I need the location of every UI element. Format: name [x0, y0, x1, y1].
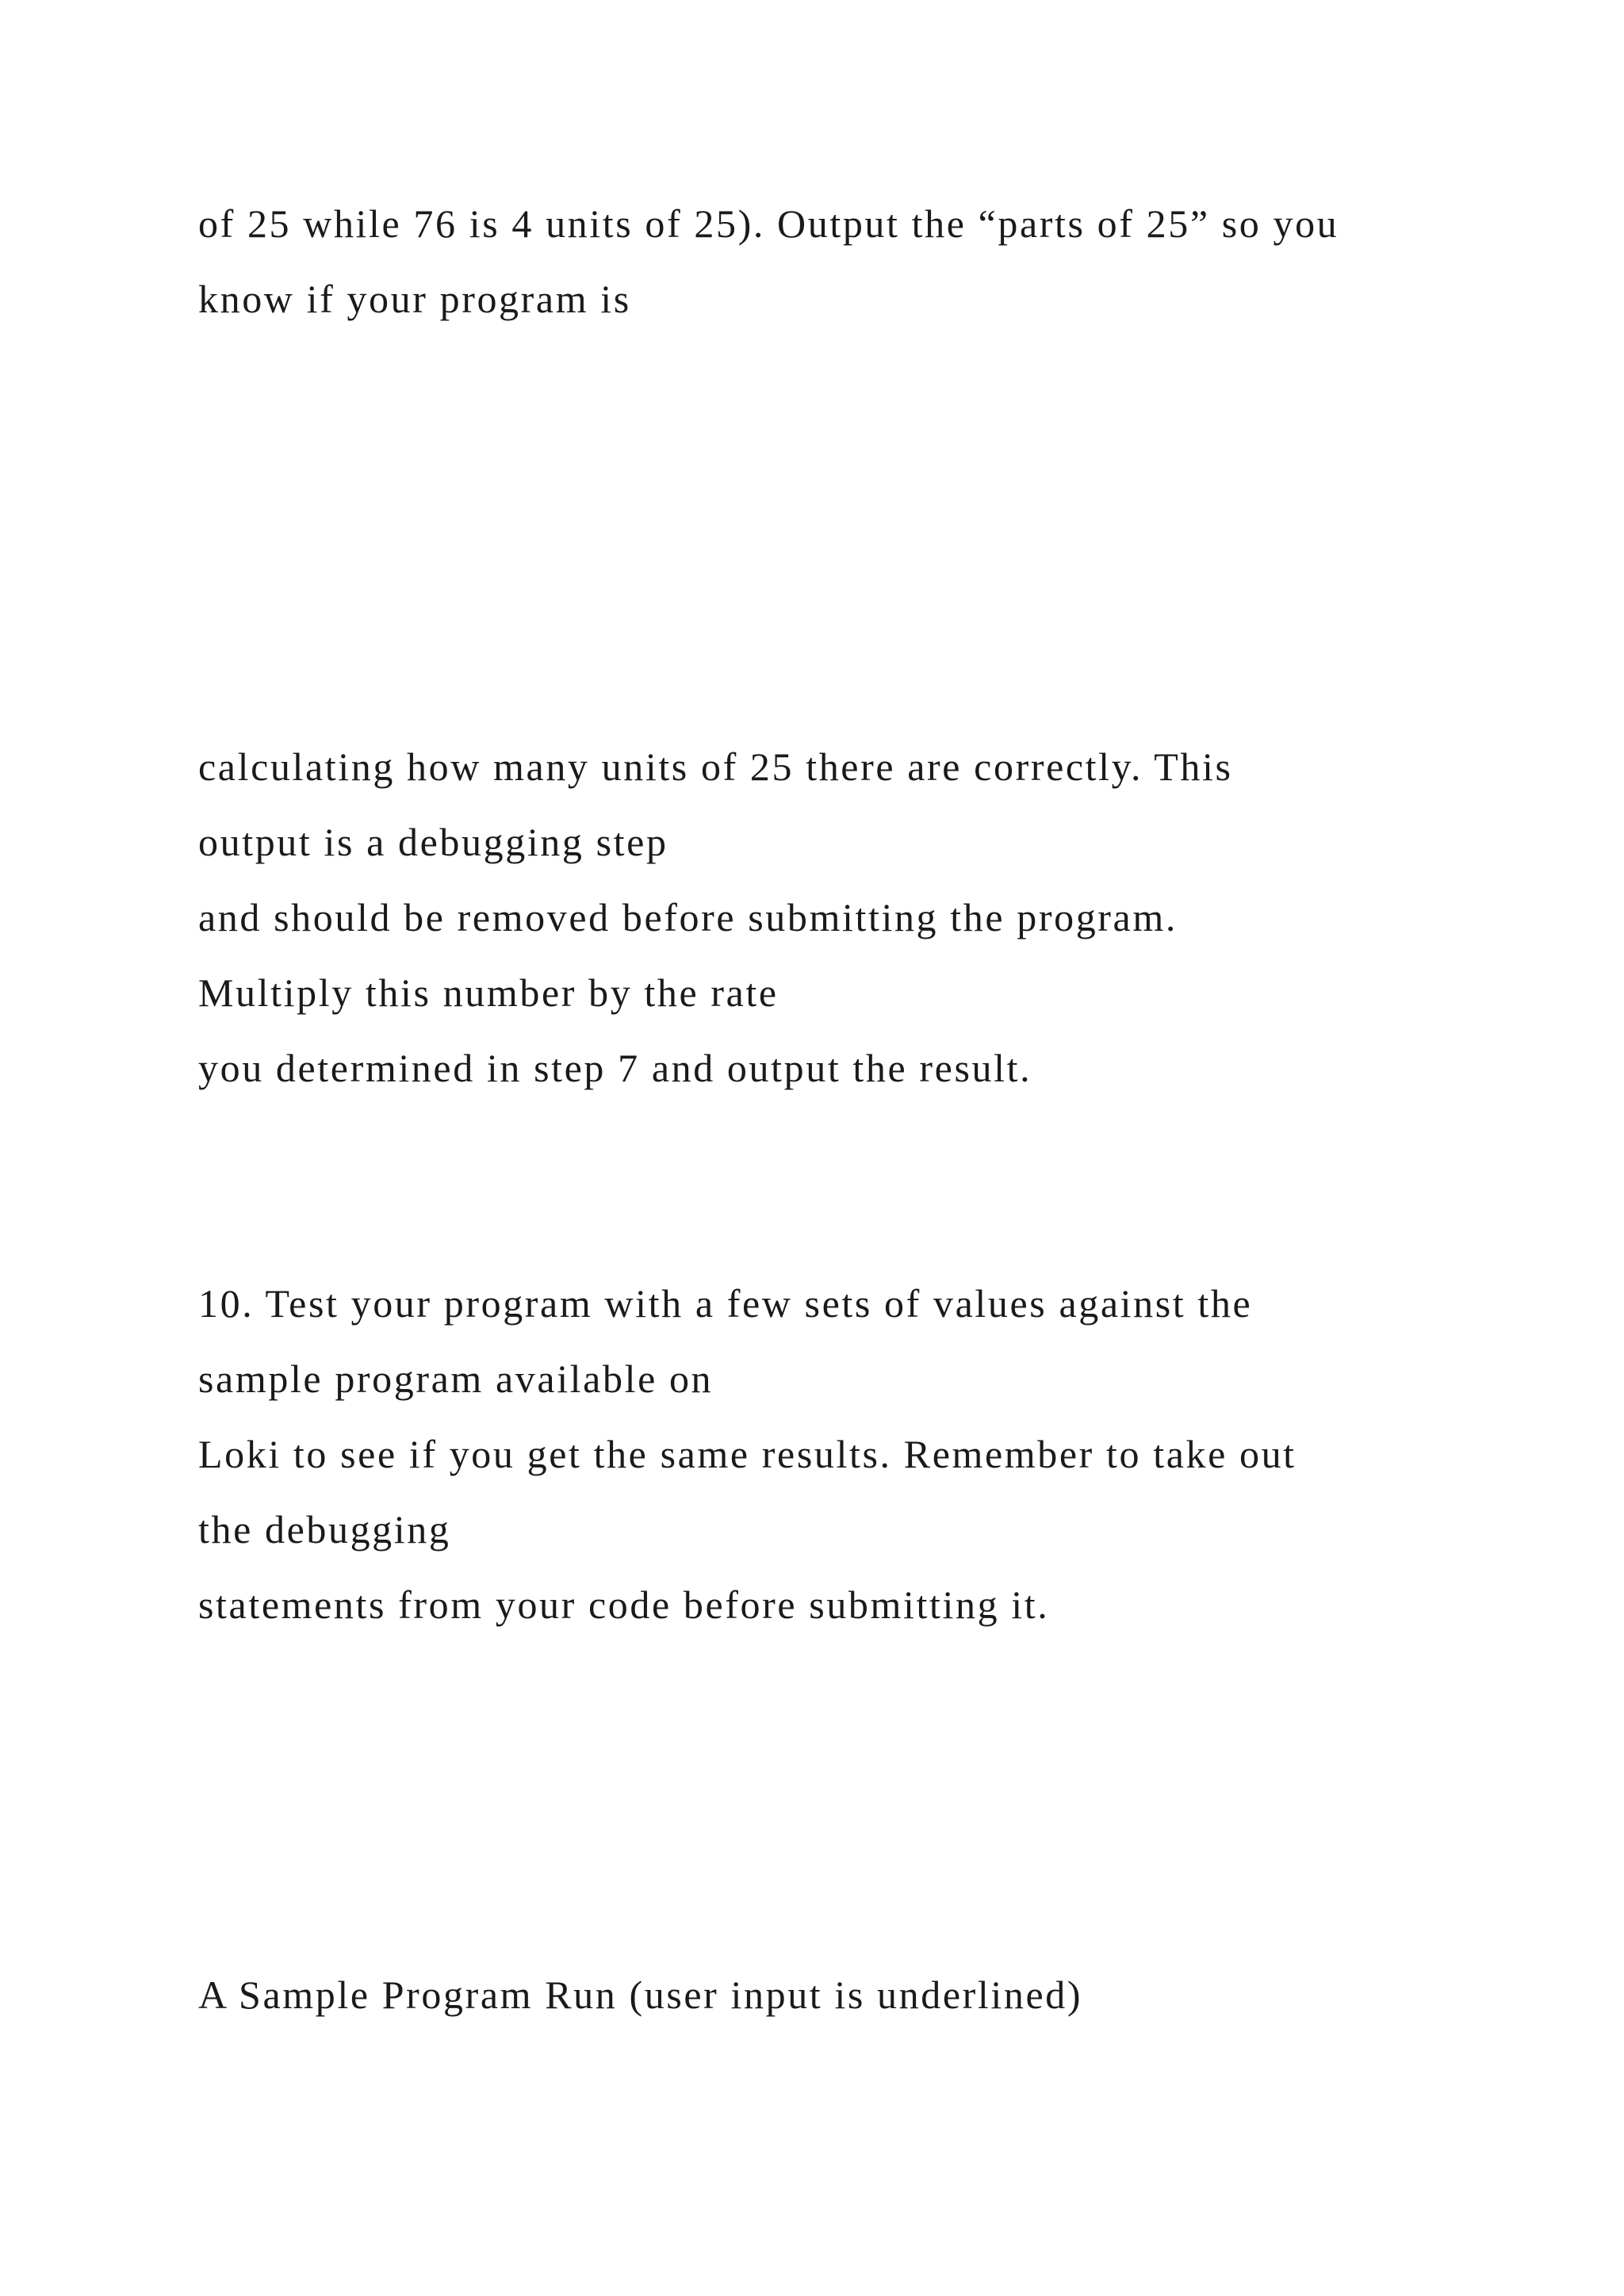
- paragraph-1-line-2: know if your program is: [198, 277, 631, 321]
- paragraph-2-line-5: you determined in step 7 and output the result.: [198, 1046, 1032, 1090]
- paragraph-2-line-1: calculating how many units of 25 there are correctly. This: [198, 744, 1233, 789]
- paragraph-1-line-1: of 25 while 76 is 4 units of 25). Output the “parts of 25” so you: [198, 201, 1339, 246]
- paragraph-3-line-4: the debugging: [198, 1507, 451, 1552]
- paragraph-2-line-2: output is a debugging step: [198, 820, 668, 864]
- paragraph-3-line-3: Loki to see if you get the same results. Remember to take out: [198, 1432, 1297, 1476]
- paragraph-3-line-1: 10. Test your program with a few sets of values against the: [198, 1281, 1253, 1326]
- paragraph-3-line-5: statements from your code before submitting it.: [198, 1582, 1050, 1627]
- paragraph-4-line-1: A Sample Program Run (user input is underlined): [198, 1973, 1083, 2017]
- paragraph-2-line-4: Multiply this number by the rate: [198, 970, 779, 1015]
- paragraph-3-line-2: sample program available on: [198, 1357, 714, 1401]
- paragraph-2-line-3: and should be removed before submitting the program.: [198, 895, 1178, 939]
